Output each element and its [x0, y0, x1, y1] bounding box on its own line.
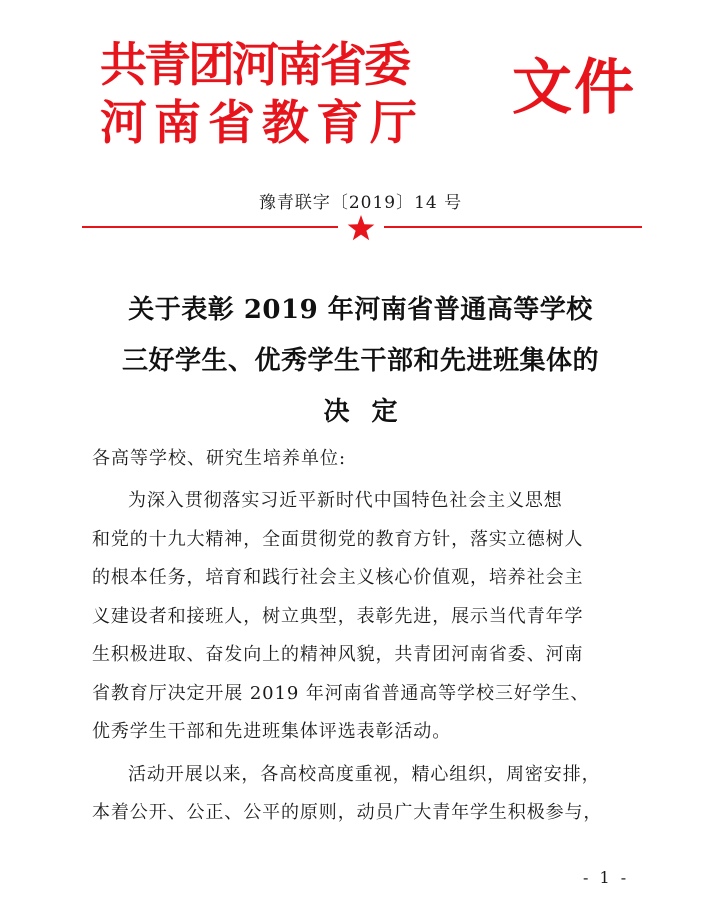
document-type-label: 文件	[512, 53, 636, 123]
paragraph-line: 为深入贯彻落实习近平新时代中国特色社会主义思想	[128, 490, 563, 511]
red-divider-right	[384, 226, 642, 228]
document-title	[0, 285, 721, 438]
issuer-names	[100, 40, 520, 150]
paragraph-line: 优秀学生干部和先进班集体评选表彰活动。	[92, 721, 452, 742]
body-text	[92, 482, 632, 833]
paragraph-line: 本着公开、公正、公平的原则，动员广大青年学生积极参与，	[92, 802, 603, 823]
paragraph-line: 义建设者和接班人，树立典型，表彰先进，展示当代青年学	[92, 605, 584, 627]
title-line: 关于表彰 2019 年河南省普通高等学校	[128, 295, 593, 325]
paragraph-line: 和党的十九大精神，全面贯彻党的教育方针，落实立德树人	[92, 528, 584, 550]
red-divider-left	[82, 226, 338, 228]
issuer-name-education-dept: 河南省教育厅	[100, 96, 424, 151]
document-number: 豫青联字〔2019〕14 号	[258, 193, 463, 213]
title-line: 三好学生、优秀学生干部和先进班集体的	[121, 346, 599, 376]
paragraph-line: 的根本任务，培育和践行社会主义核心价值观，培养社会主	[92, 567, 584, 588]
salutation: 各高等学校、研究生培养单位:	[92, 448, 347, 469]
title-line: 决定	[323, 397, 420, 427]
paragraph-line: 省教育厅决定开展 2019 年河南省普通高等学校三好学生、	[92, 682, 590, 704]
red-star-icon	[347, 214, 375, 242]
issuer-name-youth-league: 共青团河南省委	[100, 38, 408, 93]
paragraph-line: 活动开展以来，各高校高度重视，精心组织，周密安排，	[128, 763, 601, 785]
paragraph-line: 生积极进取、奋发向上的精神风貌，共青团河南省委、河南	[92, 644, 584, 665]
page-number: - 1 -	[583, 868, 630, 887]
